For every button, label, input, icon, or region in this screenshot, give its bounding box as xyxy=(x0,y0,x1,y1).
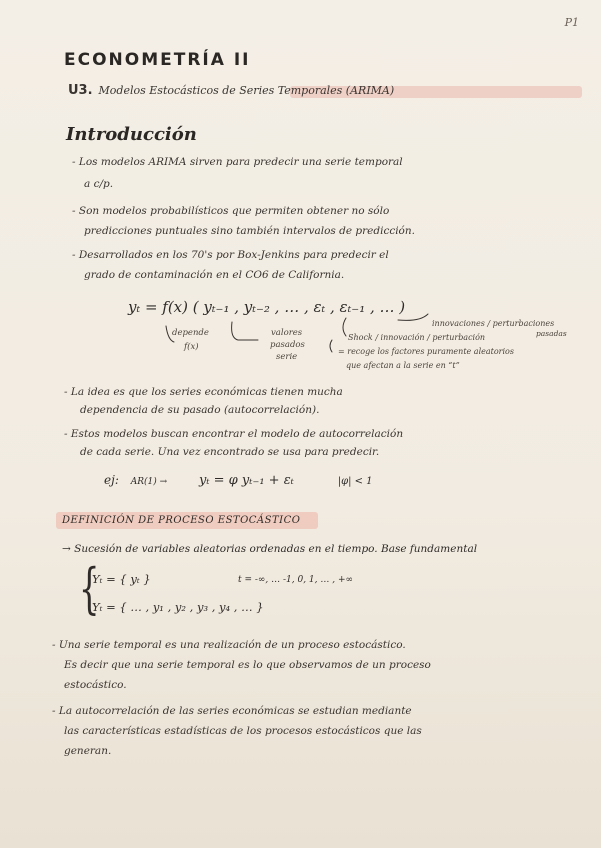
annotation-valores: serie xyxy=(276,352,298,362)
bullet-line: - Son modelos probabilísticos que permiten obtener no sólo xyxy=(72,205,390,217)
bullet-line: predicciones puntuales sino también intervalos de predicción. xyxy=(84,225,415,237)
unit-text: Modelos Estocásticos de Series Temporales (ARIMA) xyxy=(98,84,395,97)
bullet-line: - Desarrollados en los 70's por Box-Jenkins para predecir el xyxy=(72,249,389,261)
page-title: ECONOMETRÍA II xyxy=(64,50,251,70)
bullet-line: - Los modelos ARIMA sirven para predecir una serie temporal xyxy=(72,156,403,168)
bullet-line: grado de contaminación en el CO6 de California. xyxy=(84,269,345,281)
subsection-heading: DEFINICIÓN DE PROCESO ESTOCÁSTICO xyxy=(62,515,301,526)
bullet-line: - La idea es que los series económicas tienen mucha xyxy=(64,386,343,398)
brace-glyph: { xyxy=(78,557,100,620)
bullet-line: generan. xyxy=(64,745,112,757)
example-model: AR(1) → xyxy=(130,477,168,487)
annotation-depende: depende xyxy=(172,328,209,338)
definition-eq2: Yₜ = { … , y₁ , y₂ , y₃ , y₄ , … } xyxy=(92,600,264,614)
annotation-bracket xyxy=(343,318,346,336)
annotation-shock: Shock / innovación / perturbación xyxy=(348,333,486,342)
arima-formula: yₜ = f(x) ( yₜ₋₁ , yₜ₋₂ , … , εₜ , εₜ₋₁ , … ) xyxy=(128,298,406,316)
annotation-depende: f(x) xyxy=(184,342,199,352)
definition-intro: → Sucesión de variables aleatorias ordenadas en el tiempo. Base fundamental xyxy=(62,543,478,555)
bullet-line: de cada serie. Una vez encontrado se usa para predecir. xyxy=(80,446,380,458)
annotation-valores: pasados xyxy=(270,340,305,350)
example-equation: yₜ = φ yₜ₋₁ + εₜ xyxy=(198,473,294,488)
example-label: ej: xyxy=(104,473,119,487)
bullet-line: - Una serie temporal es una realización de un proceso estocástico. xyxy=(52,639,406,651)
annotation-pasadas: pasadas xyxy=(536,329,567,338)
annotation-bracket xyxy=(330,340,332,352)
annotation-valores: valores xyxy=(271,328,303,338)
annotation-shock: = recoge los factores puramente aleatorios xyxy=(338,347,514,356)
example-condition: |φ| < 1 xyxy=(337,476,373,487)
annotation-arrow xyxy=(232,322,258,340)
section-heading: Introducción xyxy=(66,124,197,145)
unit-code: U3. xyxy=(68,83,93,98)
annotation-innovaciones: innovaciones / perturbaciones xyxy=(432,319,555,328)
bullet-line: las características estadísticas de los procesos estocásticos que las xyxy=(64,725,422,737)
page-number: P1 xyxy=(564,16,579,29)
bullet-line: dependencia de su pasado (autocorrelación). xyxy=(80,404,320,416)
definition-range: t = -∞, … -1, 0, 1, … , +∞ xyxy=(238,575,354,585)
definition-eq1: Yₜ = { yₜ } xyxy=(92,572,151,586)
bullet-line: estocástico. xyxy=(64,679,127,691)
bullet-line: - La autocorrelación de las series económicas se estudian mediante xyxy=(52,705,412,717)
annotation-shock: que afectan a la serie en “t” xyxy=(346,361,460,370)
bullet-line: - Estos modelos buscan encontrar el modelo de autocorrelación xyxy=(64,428,404,440)
bullet-line: Es decir que una serie temporal es lo que observamos de un proceso xyxy=(64,659,431,671)
annotation-arrow xyxy=(398,314,428,320)
bullet-line: a c/p. xyxy=(84,178,114,190)
annotation-bracket xyxy=(166,326,174,342)
